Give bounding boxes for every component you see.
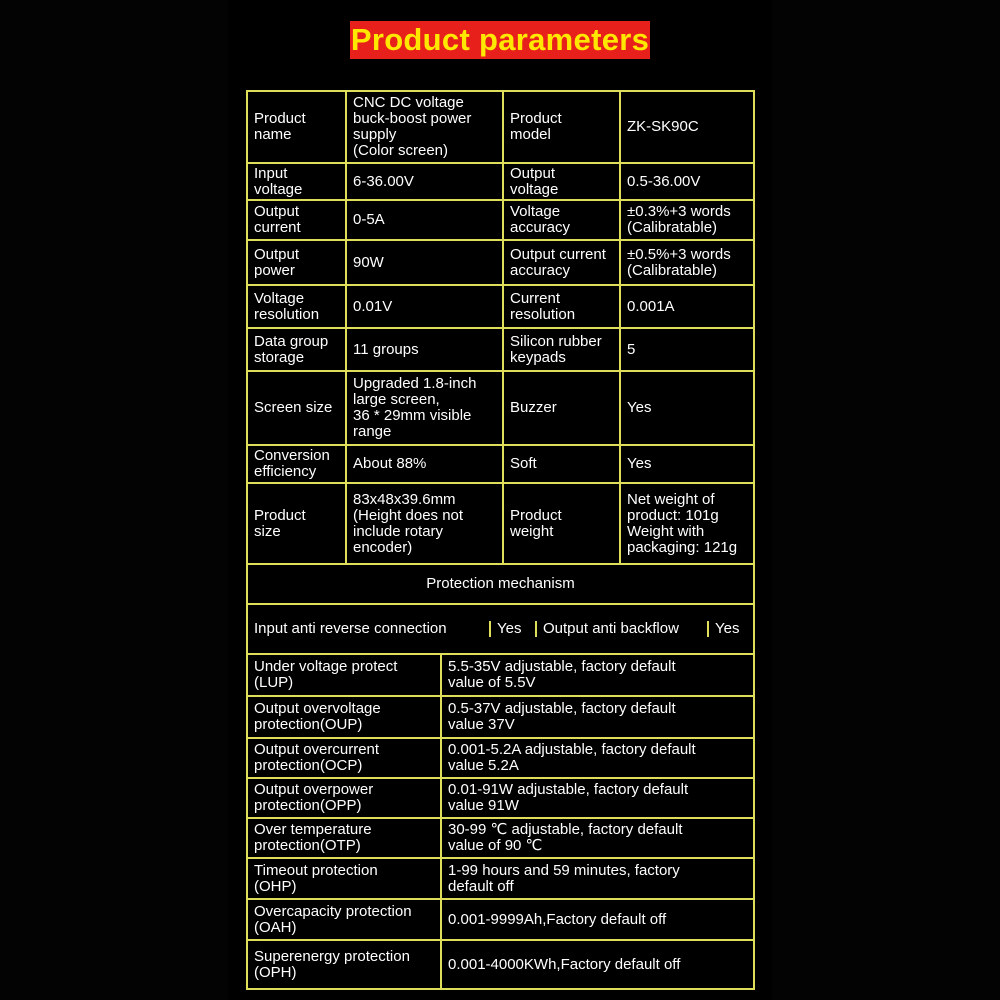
protection-value: 1-99 hours and 59 minutes, factory default off <box>441 858 754 899</box>
spec-label: Silicon rubber keypads <box>503 328 620 371</box>
protection-value: 0.001-5.2A adjustable, factory default value 5.2A <box>441 738 754 778</box>
table-row <box>247 778 754 818</box>
spec-value: About 88% <box>346 445 503 483</box>
protection-value: 0.001-4000KWh,Factory default off <box>441 940 754 989</box>
spec-value: Net weight of product: 101g Weight with packaging: 121g <box>620 483 754 564</box>
spec-label: Screen size <box>247 371 346 445</box>
table-row <box>247 818 754 858</box>
right-margin <box>772 0 1000 1000</box>
spec-label: Product size <box>247 483 346 564</box>
table-row <box>247 899 754 940</box>
protection-label: Output overcurrent protection(OCP) <box>247 738 441 778</box>
table-row <box>247 200 754 240</box>
protection-label: Over temperature protection(OTP) <box>247 818 441 858</box>
spec-value: 11 groups <box>346 328 503 371</box>
table-row <box>247 328 754 371</box>
spec-label: Buzzer <box>503 371 620 445</box>
spec-table <box>246 90 755 565</box>
page-title: Product parameters <box>350 22 650 57</box>
table-row <box>247 240 754 285</box>
spec-value: 5 <box>620 328 754 371</box>
reverse-value: Yes <box>490 621 536 637</box>
spec-value: 90W <box>346 240 503 285</box>
table-row <box>247 483 754 564</box>
protection-value: 5.5-35V adjustable, factory default value of 5.5V <box>441 654 754 696</box>
protection-label: Under voltage protect (LUP) <box>247 654 441 696</box>
anti-reverse-inner <box>248 621 754 637</box>
protection-value: 0.01-91W adjustable, factory default value 91W <box>441 778 754 818</box>
spec-label: Output current <box>247 200 346 240</box>
table-row <box>247 285 754 328</box>
spec-label: Output power <box>247 240 346 285</box>
spec-value: ±0.3%+3 words (Calibratable) <box>620 200 754 240</box>
spec-value: 0-5A <box>346 200 503 240</box>
spec-label: Input voltage <box>247 163 346 200</box>
table-row <box>247 445 754 483</box>
protection-label: Output overpower protection(OPP) <box>247 778 441 818</box>
spec-value: CNC DC voltage buck-boost power supply (Color screen) <box>346 91 503 163</box>
spec-label: Data group storage <box>247 328 346 371</box>
spec-label: Output voltage <box>503 163 620 200</box>
spec-value: ZK-SK90C <box>620 91 754 163</box>
backflow-label: Output anti backflow <box>536 621 708 637</box>
table-row <box>247 858 754 899</box>
spec-value: Yes <box>620 371 754 445</box>
backflow-value: Yes <box>708 621 754 637</box>
spec-value: 0.001A <box>620 285 754 328</box>
protection-table <box>246 563 755 990</box>
spec-value: 0.5-36.00V <box>620 163 754 200</box>
spec-label: Voltage accuracy <box>503 200 620 240</box>
protection-label: Timeout protection (OHP) <box>247 858 441 899</box>
protection-label: Overcapacity protection (OAH) <box>247 899 441 940</box>
spec-label: Product name <box>247 91 346 163</box>
spec-label: Product weight <box>503 483 620 564</box>
protection-value: 30-99 ℃ adjustable, factory default value of 90 ℃ <box>441 818 754 858</box>
spec-label: Output current accuracy <box>503 240 620 285</box>
spec-value: Upgraded 1.8-inch large screen, 36 * 29mm visible range <box>346 371 503 445</box>
table-row <box>247 940 754 989</box>
protection-value: 0.001-9999Ah,Factory default off <box>441 899 754 940</box>
table-row <box>247 738 754 778</box>
reverse-label: Input anti reverse connection <box>254 621 447 637</box>
table-row <box>247 91 754 163</box>
protection-header: Protection mechanism <box>247 564 754 604</box>
spec-value: 6-36.00V <box>346 163 503 200</box>
table-row <box>247 654 754 696</box>
spec-label: Conversion efficiency <box>247 445 346 483</box>
protection-value: 0.5-37V adjustable, factory default value 37V <box>441 696 754 738</box>
spec-label: Voltage resolution <box>247 285 346 328</box>
left-margin <box>0 0 228 1000</box>
protection-header-row <box>247 564 754 604</box>
anti-reverse-row <box>247 604 754 654</box>
spec-value: Yes <box>620 445 754 483</box>
spec-label: Soft <box>503 445 620 483</box>
spec-label: Product model <box>503 91 620 163</box>
spec-value: 83x48x39.6mm (Height does not include rotary encoder) <box>346 483 503 564</box>
table-row <box>247 696 754 738</box>
spec-value: ±0.5%+3 words (Calibratable) <box>620 240 754 285</box>
spec-value: 0.01V <box>346 285 503 328</box>
spec-label: Current resolution <box>503 285 620 328</box>
table-row <box>247 163 754 200</box>
protection-label: Output overvoltage protection(OUP) <box>247 696 441 738</box>
anti-reverse-cell <box>247 604 754 654</box>
protection-label: Superenergy protection (OPH) <box>247 940 441 989</box>
table-row <box>247 371 754 445</box>
